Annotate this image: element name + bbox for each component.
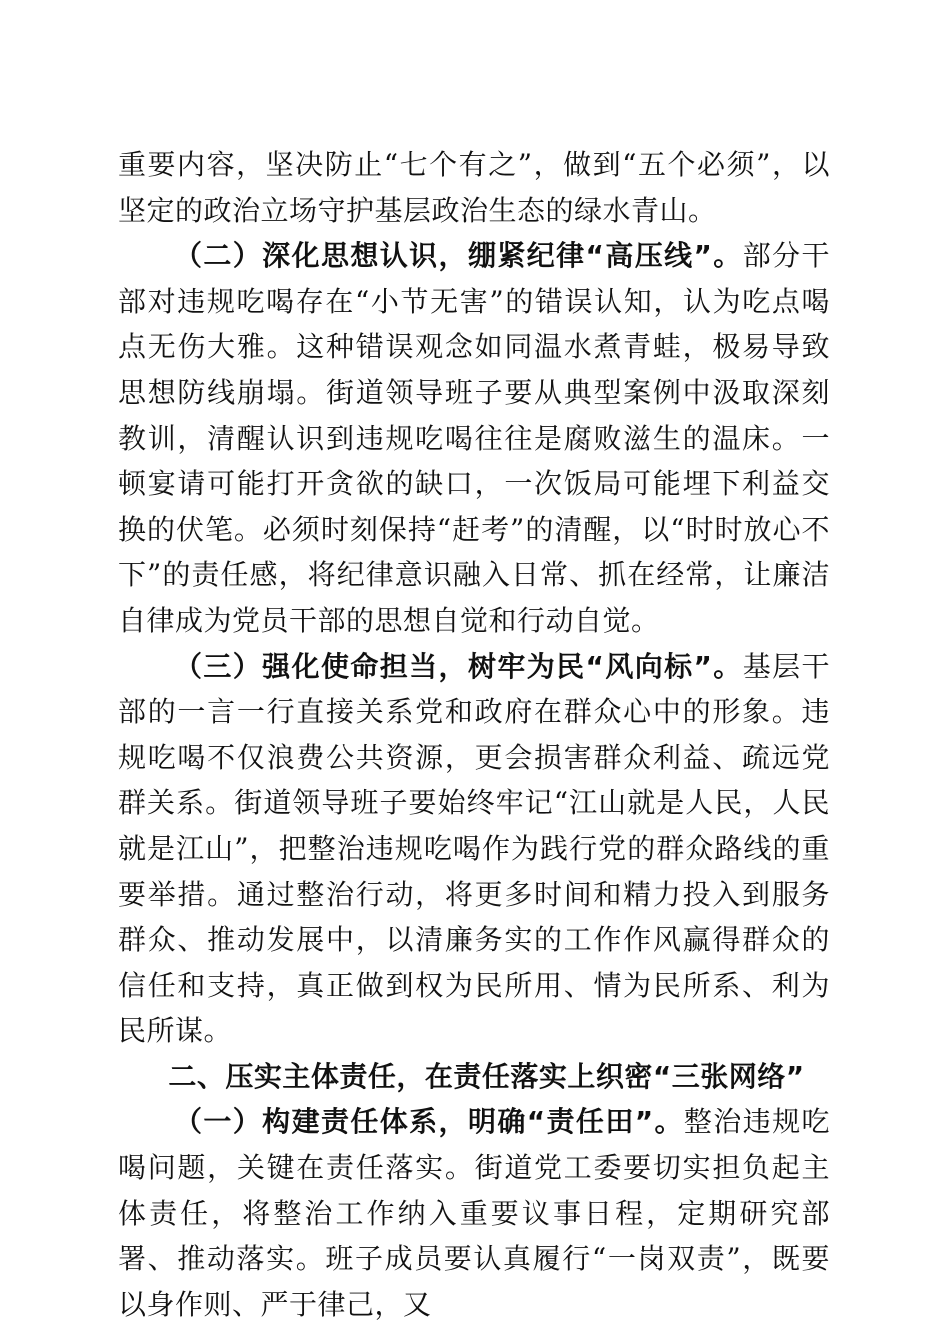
paragraph-lead-heading: （二）深化思想认识，绷紧纪律“高压线”。	[174, 239, 743, 273]
paragraph-text: 部分干部对违规吃喝存在“小节无害”的错误认知，认为吃点喝点无伤大雅。这种错误观念如同温水煮青蛙，极易导致思想防线崩塌。街道领导班子要从典型案例中汲取深刻教训，清醒认识到违规吃喝往往是腐败滋生的温床。一顿宴请可能打开贪欲的缺口，一次饭局可能埋下利益交换的伏笔。必须时刻保持“赶考”的清醒，以“时时放心不下”的责任感，将纪律意识融入日常、抓在经常，让廉洁自律成为党员干部的思想自觉和行动自觉。	[118, 239, 830, 637]
paragraph-lead-heading: （一）构建责任体系，明确“责任田”。	[174, 1105, 684, 1139]
section-heading-2: 二、压实主体责任，在责任落实上织密“三张网络”	[168, 1059, 805, 1093]
paragraph-text: 重要内容，坚决防止“七个有之”，做到“五个必须”，以坚定的政治立场守护基层政治生态的绿水青山。	[118, 148, 830, 227]
paragraph-text: 基层干部的一言一行直接关系党和政府在群众心中的形象。违规吃喝不仅浪费公共资源，更会损害群众利益、疏远党群关系。街道领导班子要始终牢记“江山就是人民，人民就是江山”，把整治违规吃喝作为践行党的群众路线的重要举措。通过整治行动，将更多时间和精力投入到服务群众、推动发展中，以清廉务实的工作作风赢得群众的信任和支持，真正做到权为民所用、情为民所系、利为民所谋。	[118, 649, 830, 1048]
paragraph-lead-heading: （三）强化使命担当，树牢为民“风向标”。	[174, 649, 743, 683]
paragraph-continuation	[118, 142, 830, 233]
paragraph-section-3-1	[118, 1099, 830, 1327]
paragraph-section-2-3	[118, 644, 830, 1054]
paragraph-text: 整治违规吃喝问题，关键在责任落实。街道党工委要切实担负起主体责任，将整治工作纳入重要议事日程，定期研究部署、推动落实。班子成员要认真履行“一岗双责”，既要以身作则、严于律己，又	[118, 1105, 830, 1321]
paragraph-section-2-2	[118, 233, 830, 643]
document-body	[118, 142, 830, 1327]
